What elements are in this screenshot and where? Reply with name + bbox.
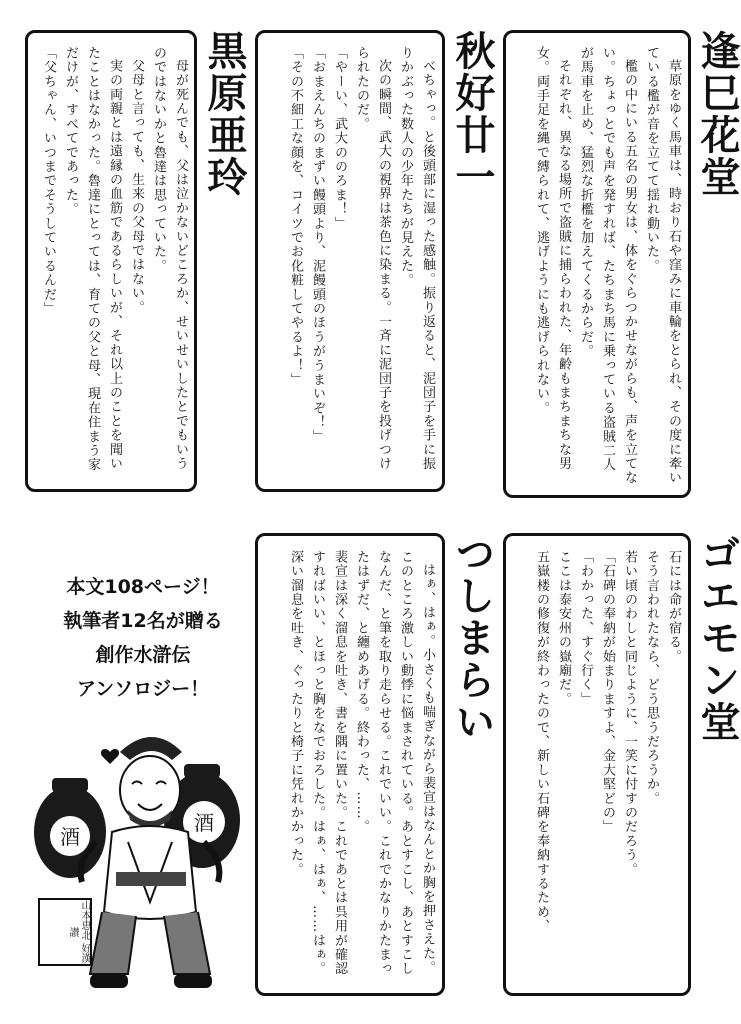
excerpt-text-3 [33,46,191,482]
paragraph: 父母と言っても、生来の父母ではない。 [129,59,144,315]
character-head [120,737,182,827]
jar-glyph: 酒 [60,825,80,849]
author-title-4: ゴエモン堂 [694,533,740,743]
excerpt-text-4 [512,550,684,985]
paragraph: 「父ちゃん、いつまでそうしているんだ」 [41,46,56,316]
wine-jar-left [34,778,106,878]
jar-glyph: 酒 [194,811,214,835]
paragraph: 石には命が宿る。 [666,550,681,664]
excerpt-text-2 [264,46,438,482]
paragraph: それぞれ、異なる場所で盗賊に捕らわれた、年齢もまちまちな男女。両手足を縄で縛られて、逃げようにも逃げられない。 [534,46,571,471]
paragraph: 実の両親とは遠縁の血筋であるらしいが、それ以上のことを聞いたことはなかった。魯達にとっては、育ての父と母、現在住まう家だけが、すべてであった。 [63,46,122,472]
heart-icon [101,749,119,764]
paragraph: 檻の中にいる五名の男女は、体をぐらつかせながらも、声を立てない。ちょっとでも声を発すれば、たちまち馬に乗っている盗賊二人が馬車を止め、猛烈な折檻を加えてくるからだ。 [578,46,637,485]
paragraph: 草原をゆく馬車は、時おり石や窪みに車輪をとられ、その度に牽いている檻が音を立てて揺れ動いた。 [644,46,681,485]
paragraph: 「おまえんちのまずい饅頭より、泥饅頭のほうがうまいぞ！」 [310,46,325,444]
promo-line: アンソロジー！ [76,678,210,700]
paragraph: べちゃっ。と後頭部に湿った感触。振り返ると、泥団子を手に振りかぶった数人の少年たちが見えた。 [398,46,435,471]
author-title-5: つしまらい [449,533,495,743]
character-drawing [32,712,262,1012]
paragraph: はぁ、はぁ。小さくも喘ぎながら裴宣はなんとか胸を押さえた。このところ激しい動悸に悩まされている。あとすこし、あとすこしなんだ、と筆を取り走らせる。これでいい。これでかなりかたまったはずだ、と纏めあげる。終わった、……。 [354,550,435,976]
excerpt-text-1 [512,46,684,486]
promo-line: 執筆者12名が贈る [63,610,223,632]
paragraph: 裴宣は深く溜息を吐き、書を隅に置いた。これであとは呉用が確認すればいい、とほっと胸をなでおろした。はぁ、はぁ、……はぁ。深い溜息を吐き、ぐったりと椅子に凭れかかった。 [288,550,347,976]
author-title-2: 秋好廿一 [449,30,495,198]
paragraph: そう言われたなら、どう思うだろうか。 [644,550,659,806]
author-title-3: 黒原亜玲 [201,30,247,198]
paragraph: ここは泰安州の嶽廟だ。 [556,550,571,707]
paragraph: 五嶽楼の修復が終わったので、新しい石碑を奉納するため、 [534,550,549,934]
paragraph: 若い頃のわしと同じように、一笑に付すのだろう。 [622,550,637,877]
paragraph: 「やーい、武大ののろま！」 [332,46,347,231]
paragraph: 「その不細工な顔を、コイツでお化粧してやるよ！」 [288,46,303,387]
promo-line: 創作水滸伝 [95,644,191,666]
author-title-1: 逢巳花堂 [694,30,740,198]
paragraph: 「わかった、すぐ行く」 [578,550,593,707]
character-illustration [32,712,262,1012]
excerpt-text-5 [264,550,438,985]
paragraph: 母が死んでも、父は泣かないどころか、せいせいしたとでもいうのではないかと魯達は思っていた。 [151,46,188,471]
paragraph: 「石碑の奉納が始まりますよ、金大堅どの」 [600,550,615,834]
promo-line: 本文108ページ！ [66,576,220,598]
paragraph: 次の瞬間、武大の視界は茶色に染まる。一斉に泥団子を投げつけられたのだ。 [354,46,391,471]
artist-seal: 山本恵北 好漢讃 [38,898,92,966]
promo-text [38,570,248,706]
